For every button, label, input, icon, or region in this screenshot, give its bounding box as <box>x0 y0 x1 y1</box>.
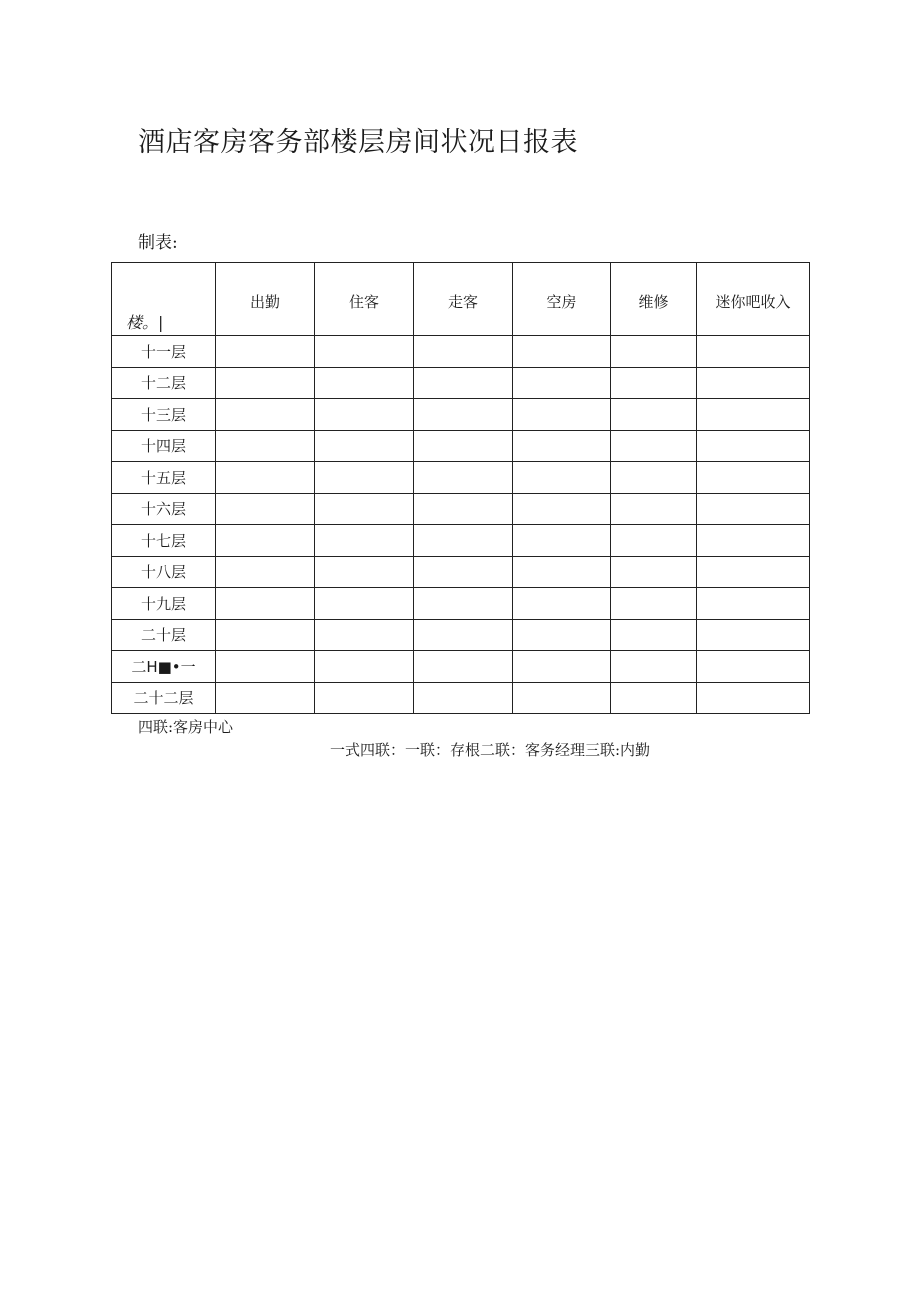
table-cell-input[interactable] <box>216 367 315 399</box>
column-header-minibar-income: 迷你吧收入 <box>697 263 810 336</box>
table-cell-input[interactable] <box>697 399 810 431</box>
table-cell-input[interactable] <box>513 493 611 525</box>
floor-label: 十一层 <box>112 336 216 368</box>
floor-label: 十五层 <box>112 462 216 494</box>
table-cell-input[interactable] <box>697 619 810 651</box>
table-cell-input[interactable] <box>315 430 414 462</box>
table-cell-input[interactable] <box>216 682 315 714</box>
table-cell-input[interactable] <box>414 336 513 368</box>
table-cell-input[interactable] <box>216 399 315 431</box>
table-cell-input[interactable] <box>513 462 611 494</box>
table-cell-input[interactable] <box>611 682 697 714</box>
floor-label: 十七层 <box>112 525 216 557</box>
table-cell-input[interactable] <box>697 651 810 683</box>
table-cell-input[interactable] <box>315 525 414 557</box>
table-cell-input[interactable] <box>611 556 697 588</box>
table-cell-input[interactable] <box>414 493 513 525</box>
floor-label: 十九层 <box>112 588 216 620</box>
page-title: 酒店客房客务部楼层房间状况日报表 <box>138 127 578 158</box>
table-cell-input[interactable] <box>697 682 810 714</box>
table-cell-input[interactable] <box>315 619 414 651</box>
table-cell-input[interactable] <box>414 588 513 620</box>
maker-label: 制表: <box>138 233 178 253</box>
column-header-vacant: 空房 <box>513 263 611 336</box>
table-cell-input[interactable] <box>611 651 697 683</box>
table-cell-input[interactable] <box>697 462 810 494</box>
table-cell-input[interactable] <box>315 588 414 620</box>
table-cell-input[interactable] <box>216 556 315 588</box>
column-header-checkout: 走客 <box>414 263 513 336</box>
table-cell-input[interactable] <box>315 682 414 714</box>
table-cell-input[interactable] <box>697 493 810 525</box>
table-cell-input[interactable] <box>513 525 611 557</box>
table-cell-input[interactable] <box>216 336 315 368</box>
table-cell-input[interactable] <box>611 399 697 431</box>
table-cell-input[interactable] <box>216 588 315 620</box>
table-cell-input[interactable] <box>216 651 315 683</box>
table-cell-input[interactable] <box>414 556 513 588</box>
table-cell-input[interactable] <box>216 493 315 525</box>
floor-label: 十二层 <box>112 367 216 399</box>
table-cell-input[interactable] <box>414 682 513 714</box>
table-cell-input[interactable] <box>315 336 414 368</box>
table-cell-input[interactable] <box>513 367 611 399</box>
table-cell-input[interactable] <box>513 651 611 683</box>
footer-copies-note: 一式四联：一联：存根二联：客务经理三联:内勤 <box>330 741 651 759</box>
table-cell-input[interactable] <box>611 336 697 368</box>
table-cell-input[interactable] <box>611 493 697 525</box>
table-row <box>112 619 810 651</box>
table-row <box>112 399 810 431</box>
table-header-row <box>112 263 810 336</box>
table-cell-input[interactable] <box>414 367 513 399</box>
floor-label: 二十二层 <box>112 682 216 714</box>
table-row <box>112 367 810 399</box>
table-cell-input[interactable] <box>414 525 513 557</box>
table-cell-input[interactable] <box>414 462 513 494</box>
table-cell-input[interactable] <box>697 556 810 588</box>
table-cell-input[interactable] <box>513 399 611 431</box>
table-cell-input[interactable] <box>216 462 315 494</box>
column-header-attendance: 出勤 <box>216 263 315 336</box>
table-row <box>112 336 810 368</box>
table-cell-input[interactable] <box>315 556 414 588</box>
table-cell-input[interactable] <box>513 619 611 651</box>
table-cell-input[interactable] <box>513 682 611 714</box>
table-cell-input[interactable] <box>315 651 414 683</box>
floor-label: 十三层 <box>112 399 216 431</box>
table-cell-input[interactable] <box>697 588 810 620</box>
footer-copy-four: 四联:客房中心 <box>138 718 234 736</box>
table-row <box>112 525 810 557</box>
floor-label: 二H■•一 <box>112 651 216 683</box>
table-cell-input[interactable] <box>315 462 414 494</box>
table-cell-input[interactable] <box>216 619 315 651</box>
table-row <box>112 493 810 525</box>
table-row <box>112 651 810 683</box>
table-cell-input[interactable] <box>611 430 697 462</box>
table-cell-input[interactable] <box>611 462 697 494</box>
floor-label: 十六层 <box>112 493 216 525</box>
table-cell-input[interactable] <box>513 336 611 368</box>
table-cell-input[interactable] <box>414 430 513 462</box>
floor-label: 十八层 <box>112 556 216 588</box>
table-cell-input[interactable] <box>697 367 810 399</box>
corner-header: 楼。| <box>112 263 216 336</box>
column-header-occupied: 住客 <box>315 263 414 336</box>
column-header-maintenance: 维修 <box>611 263 697 336</box>
table-cell-input[interactable] <box>697 430 810 462</box>
floor-status-table <box>111 262 810 714</box>
table-cell-input[interactable] <box>697 525 810 557</box>
table-cell-input[interactable] <box>216 525 315 557</box>
table-cell-input[interactable] <box>697 336 810 368</box>
table-cell-input[interactable] <box>513 588 611 620</box>
table-cell-input[interactable] <box>315 493 414 525</box>
table-row <box>112 682 810 714</box>
table-row <box>112 462 810 494</box>
table-cell-input[interactable] <box>611 525 697 557</box>
table-row <box>112 430 810 462</box>
floor-label: 二十层 <box>112 619 216 651</box>
table-cell-input[interactable] <box>216 430 315 462</box>
table-row <box>112 556 810 588</box>
table-cell-input[interactable] <box>611 619 697 651</box>
table-cell-input[interactable] <box>315 367 414 399</box>
table-cell-input[interactable] <box>611 367 697 399</box>
table-cell-input[interactable] <box>513 430 611 462</box>
floor-label: 十四层 <box>112 430 216 462</box>
table-cell-input[interactable] <box>414 399 513 431</box>
table-cell-input[interactable] <box>611 588 697 620</box>
table-cell-input[interactable] <box>315 399 414 431</box>
table-row <box>112 588 810 620</box>
table-cell-input[interactable] <box>414 651 513 683</box>
table-cell-input[interactable] <box>513 556 611 588</box>
table-cell-input[interactable] <box>414 619 513 651</box>
